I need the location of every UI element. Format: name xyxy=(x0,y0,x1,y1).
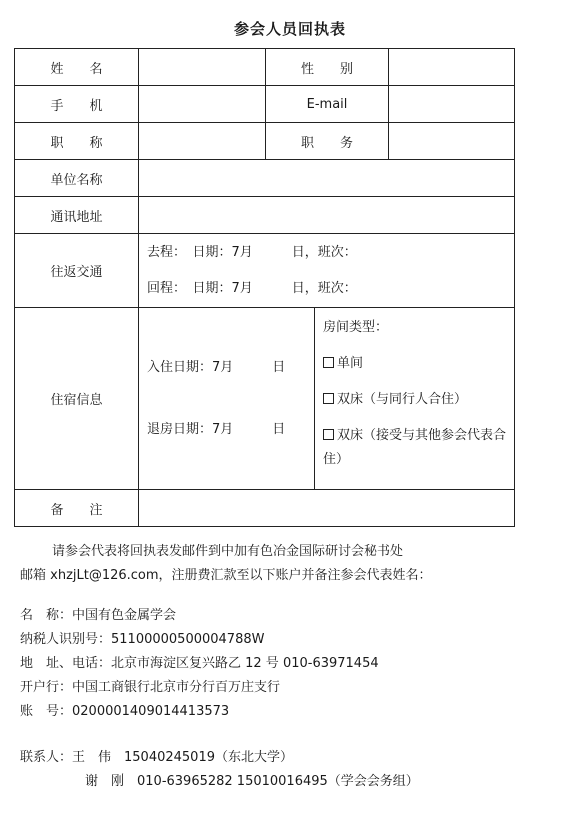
row-lodging xyxy=(15,308,515,490)
checkbox-icon[interactable] xyxy=(323,393,334,404)
row-address xyxy=(15,197,515,234)
mobile-field[interactable] xyxy=(139,86,266,123)
return-trip-text[interactable]: 回程： 日期：7月 日，班次： xyxy=(147,280,357,296)
contacts-block xyxy=(20,746,530,794)
mobile-label: 手 机 xyxy=(15,86,139,123)
account-number: 账 号：0200001409014413573 xyxy=(20,704,230,719)
org-label: 单位名称 xyxy=(15,160,139,197)
notice-block xyxy=(20,540,530,588)
position-field[interactable] xyxy=(389,123,515,160)
room-option-twin-companion[interactable]: 双床（与同行人合住） xyxy=(323,388,514,412)
email-field[interactable] xyxy=(389,86,515,123)
name-label: 姓 名 xyxy=(15,49,139,86)
lodging-label: 住宿信息 xyxy=(15,308,139,490)
transport-details xyxy=(139,234,515,308)
row-organization xyxy=(15,160,515,197)
name-field[interactable] xyxy=(139,49,266,86)
account-name: 名 称：中国有色金属学会 xyxy=(20,608,177,623)
room-type-cell xyxy=(315,308,515,490)
notice-line-1: 请参会代表将回执表发邮件到中加有色冶金国际研讨会秘书处 xyxy=(52,544,404,559)
checkbox-icon[interactable] xyxy=(323,429,334,440)
remarks-field[interactable] xyxy=(139,490,515,527)
remarks-label: 备 注 xyxy=(15,490,139,527)
registration-form-table xyxy=(14,48,515,527)
outbound-trip-text[interactable]: 去程： 日期：7月 日，班次： xyxy=(147,244,357,260)
lodging-dates xyxy=(139,308,315,490)
org-field[interactable] xyxy=(139,160,515,197)
email-label: E-mail xyxy=(266,86,389,123)
row-name-gender xyxy=(15,49,515,86)
account-address: 地 址、电话：北京市海淀区复兴路乙 12 号 010-63971454 xyxy=(20,656,379,671)
gender-field[interactable] xyxy=(389,49,515,86)
transport-label: 往返交通 xyxy=(15,234,139,308)
checkout-date-text[interactable]: 退房日期：7月 日 xyxy=(147,421,286,437)
job-title-label: 职 称 xyxy=(15,123,139,160)
account-block xyxy=(20,604,530,724)
checkin-date-text[interactable]: 入住日期：7月 日 xyxy=(147,359,286,375)
account-bank: 开户行：中国工商银行北京市分行百万庄支行 xyxy=(20,680,281,695)
form-title: 参会人员回执表 xyxy=(233,20,346,38)
address-field[interactable] xyxy=(139,197,515,234)
room-option-single[interactable]: 单间 xyxy=(323,352,514,376)
room-type-label: 房间类型： xyxy=(323,320,389,335)
job-title-field[interactable] xyxy=(139,123,266,160)
gender-label: 性 别 xyxy=(266,49,389,86)
account-tax-id: 纳税人识别号：51100000500004788W xyxy=(20,632,265,647)
room-option-twin-shared[interactable]: 双床（接受与其他参会代表合住） xyxy=(323,428,507,467)
notice-line-2: 邮箱 xhzjLt@126.com，注册费汇款至以下账户并备注参会代表姓名： xyxy=(20,568,432,583)
checkbox-icon[interactable] xyxy=(323,357,334,368)
position-label: 职 务 xyxy=(266,123,389,160)
contact-line-1: 联系人：王 伟 15040245019（东北大学） xyxy=(20,750,293,765)
row-title-position xyxy=(15,123,515,160)
row-transport xyxy=(15,234,515,308)
row-remarks xyxy=(15,490,515,527)
row-mobile-email xyxy=(15,86,515,123)
contact-line-2: 谢 刚 010-63965282 15010016495（学会会务组） xyxy=(85,774,419,789)
address-label: 通讯地址 xyxy=(15,197,139,234)
